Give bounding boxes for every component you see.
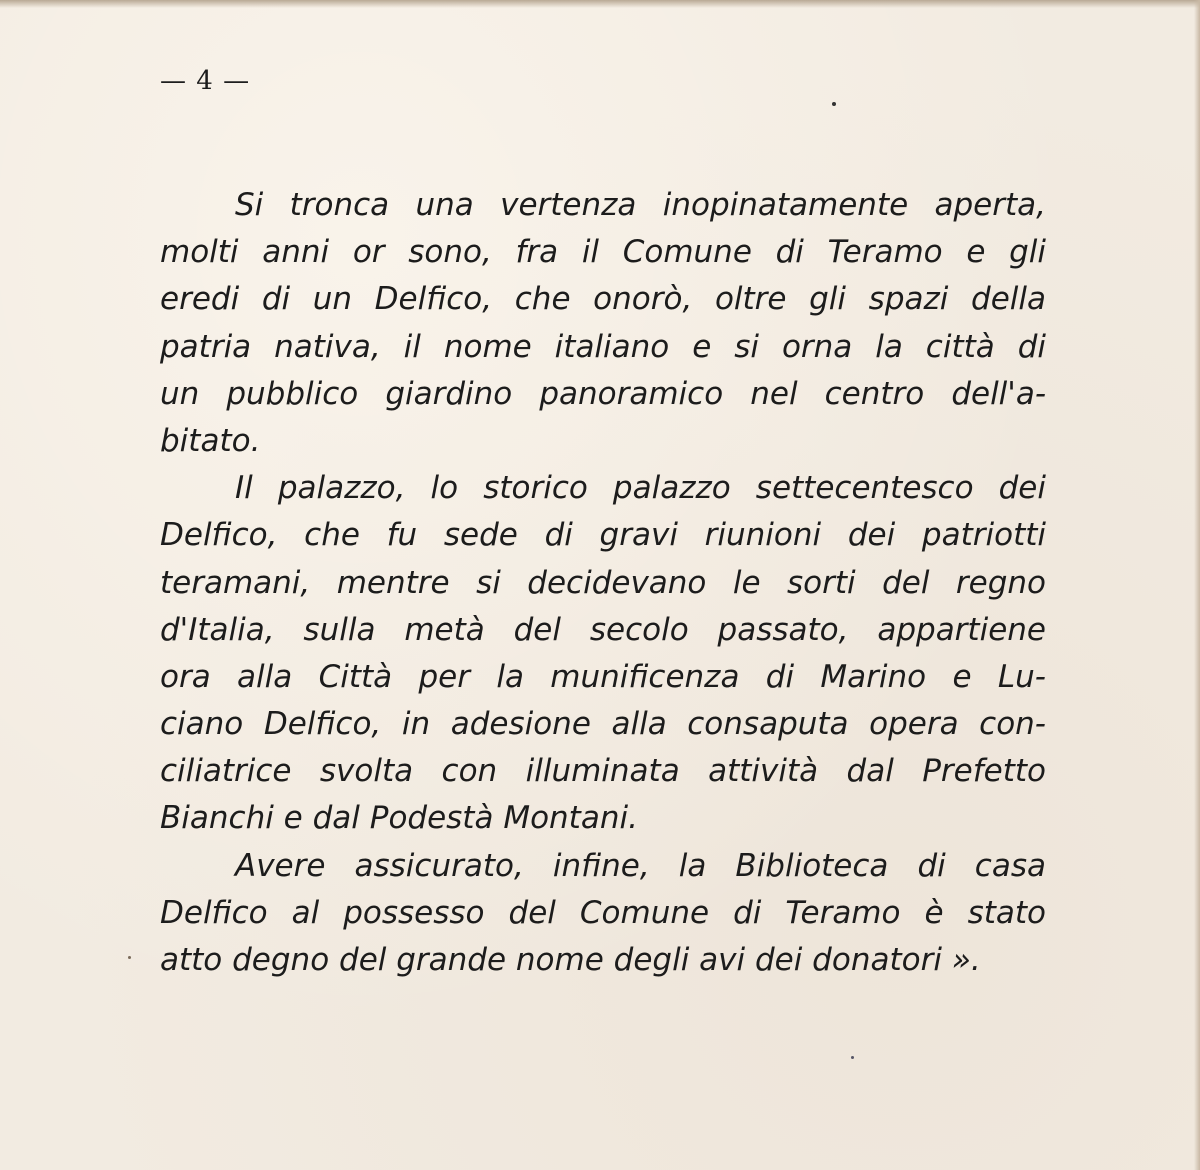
paragraph-2-line-8: Bianchi e dal Podestà Montani. [160,800,638,837]
paragraph-2-line-7: ciliatrice svolta con illuminata attività dal Prefetto [160,753,1046,790]
page-right-edge-shadow [1194,0,1200,1170]
page-number: — 4 — [160,66,251,96]
body-text [160,182,1046,984]
paragraph-1-line-3: eredi di un Delfico, che onorò, oltre gli spazi della [160,281,1046,318]
page-top-edge-shadow [0,0,1200,8]
paper-speck [128,956,131,959]
paragraph-3-line-2: Delfico al possesso del Comune di Teramo è stato [160,894,1046,931]
paragraph-1-line-4: patria nativa, il nome italiano e si orna la città di [160,328,1046,365]
paragraph-1-line-5: un pubblico giardino panoramico nel centro dell'a- [160,375,1046,412]
paragraph-3-line-3: atto degno del grande nome degli avi dei donatori ». [160,942,981,978]
paragraph-3-line-1: Avere assicurato, infine, la Biblioteca di casa [235,847,1046,884]
paragraph-1-line-1: Si tronca una vertenza inopinatamente aperta, [235,187,1046,223]
paper-speck [832,102,836,106]
paragraph-2-line-6: ciano Delfico, in adesione alla consaputa opera con- [160,706,1046,743]
paragraph-2-line-4: d'Italia, sulla metà del secolo passato, appartiene [160,611,1046,648]
paragraph-2-line-1: Il palazzo, lo storico palazzo settecentesco dei [235,470,1046,507]
paragraph-1-line-2: molti anni or sono, fra il Comune di Teramo e gli [160,234,1046,271]
paragraph-2-line-5: ora alla Città per la munificenza di Marino e Lu- [160,658,1046,695]
paper-speck [851,1056,854,1059]
paragraph-2-line-2: Delfico, che fu sede di gravi riunioni dei patriotti [160,517,1046,554]
paragraph-2-line-3: teramani, mentre si decidevano le sorti del regno [160,564,1046,601]
paragraph-1-line-6: bitato. [160,422,261,459]
